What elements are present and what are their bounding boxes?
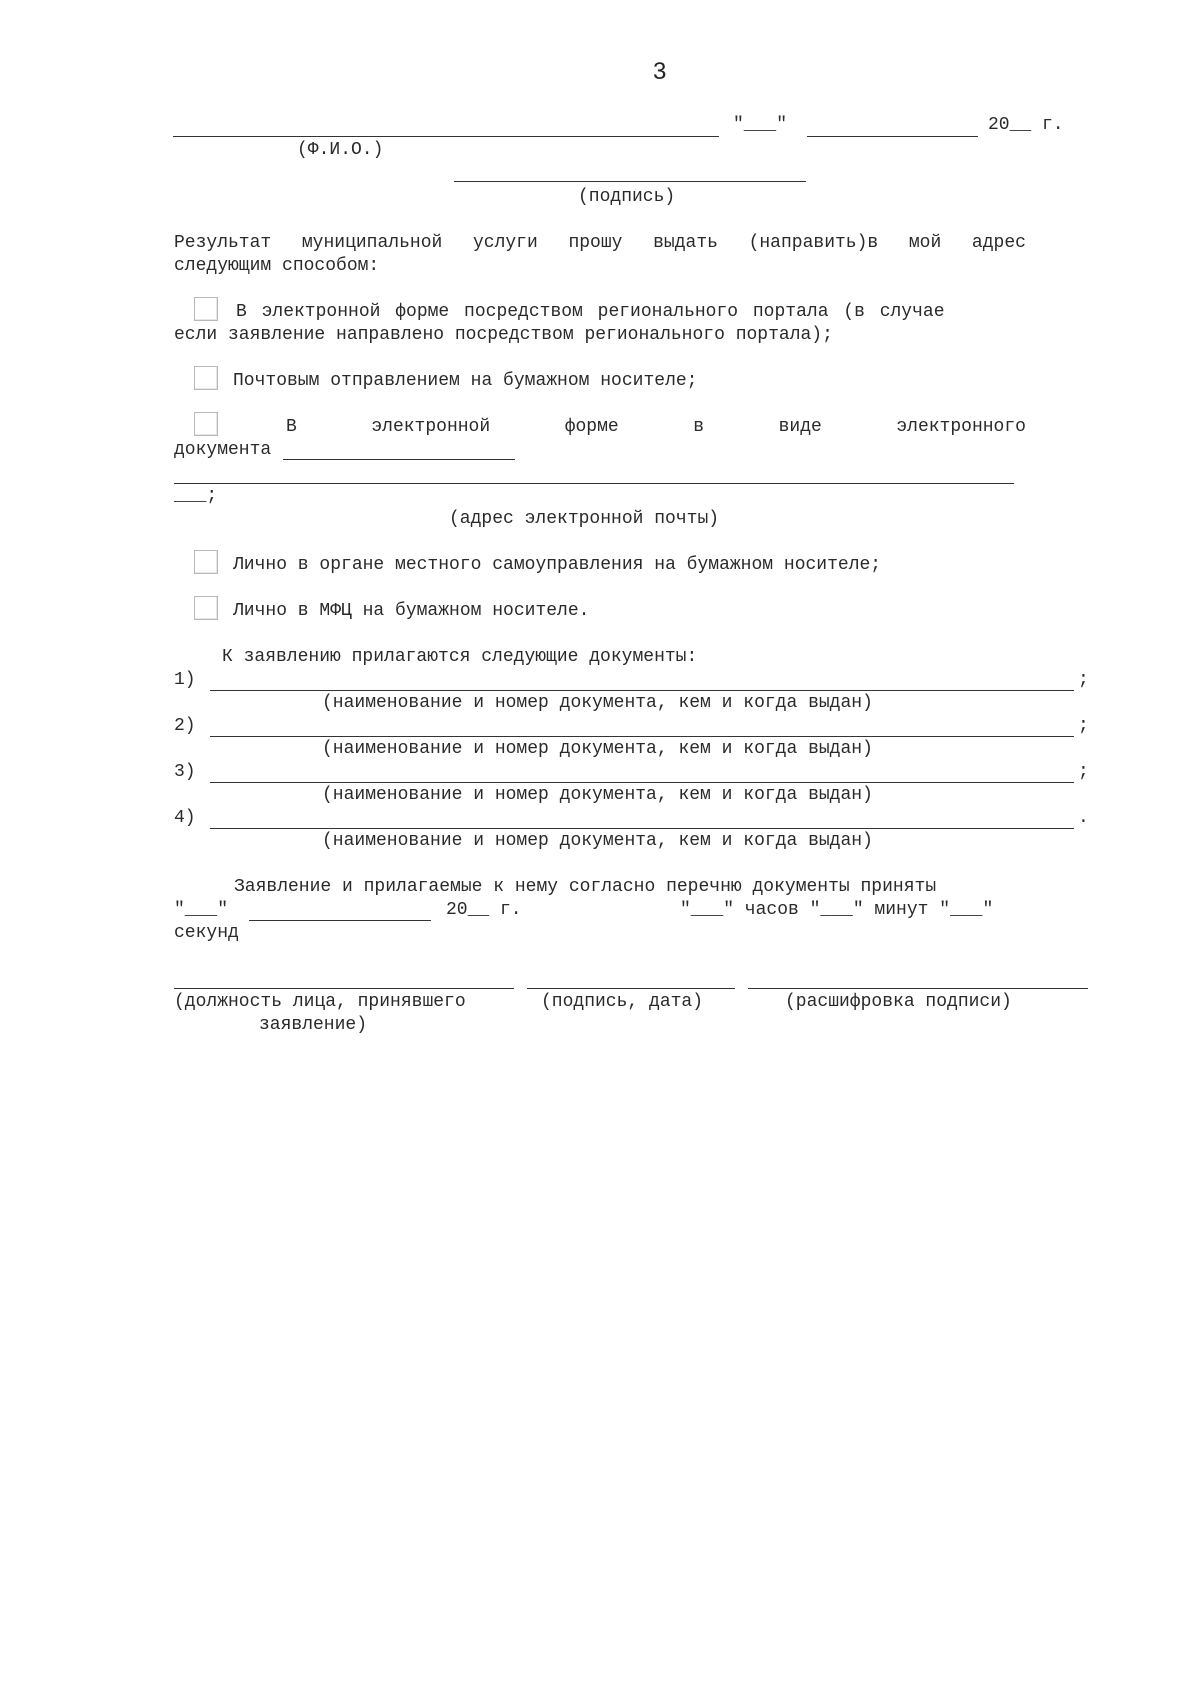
attachment-caption-2: (наименование и номер документа, кем и когда выдан) bbox=[322, 739, 873, 759]
option-mfc-label: Лично в МФЦ на бумажном носителе. bbox=[233, 601, 590, 621]
attachment-line-4[interactable] bbox=[210, 828, 1074, 829]
option-portal-checkbox[interactable] bbox=[194, 297, 218, 321]
attachment-num-1: 1) bbox=[174, 670, 196, 690]
attachment-end-3: ; bbox=[1078, 762, 1089, 782]
result-request-line2: следующим способом: bbox=[174, 256, 380, 276]
position-caption-1: (должность лица, принявшего bbox=[174, 992, 466, 1012]
header-year: 20__ г. bbox=[988, 115, 1064, 135]
option-post-checkbox[interactable] bbox=[194, 366, 218, 390]
acceptance-seconds: секунд bbox=[174, 923, 239, 943]
result-request-word: адрес bbox=[971, 233, 1026, 253]
acceptance-month-line[interactable] bbox=[249, 920, 431, 921]
attachment-caption-3: (наименование и номер документа, кем и когда выдан) bbox=[322, 785, 873, 805]
option-electronic-doc-checkbox[interactable] bbox=[194, 412, 218, 436]
result-request-word: муниципальной bbox=[301, 233, 443, 253]
header-day-quote: "___" bbox=[733, 115, 788, 135]
acceptance-time: "___" часов "___" минут "___" bbox=[680, 900, 994, 920]
option-local-gov-label: Лично в органе местного самоуправления на бумажном носителе; bbox=[233, 555, 882, 575]
option-portal-line1: В электронной форме посредством регионального портала (в случае bbox=[236, 302, 945, 322]
result-request-word: услуги bbox=[472, 233, 538, 253]
attachment-end-2: ; bbox=[1078, 716, 1089, 736]
word-3: форме bbox=[564, 417, 619, 437]
acceptance-day-quote: "___" bbox=[174, 900, 229, 920]
email-caption: (адрес электронной почты) bbox=[449, 509, 720, 529]
word-1: В bbox=[286, 417, 297, 437]
position-line[interactable] bbox=[174, 988, 514, 989]
result-request-word: мой bbox=[908, 233, 942, 253]
electronic-doc-line-a[interactable] bbox=[283, 459, 515, 460]
attachment-end-1: ; bbox=[1078, 670, 1089, 690]
position-caption-2: заявление) bbox=[259, 1015, 368, 1035]
result-request-word: (направить)в bbox=[748, 233, 879, 253]
signature-caption: (подпись) bbox=[578, 187, 676, 207]
page-number: 3 bbox=[653, 58, 667, 85]
header-month-line[interactable] bbox=[807, 136, 978, 137]
result-request-word: выдать bbox=[653, 233, 718, 253]
sign-date-caption: (подпись, дата) bbox=[541, 992, 704, 1012]
signature-line[interactable] bbox=[454, 181, 806, 182]
attachment-line-2[interactable] bbox=[210, 736, 1074, 737]
result-request-line1 bbox=[174, 232, 1026, 255]
option-post-label: Почтовым отправлением на бумажном носителе; bbox=[233, 371, 698, 391]
option-local-gov-checkbox[interactable] bbox=[194, 550, 218, 574]
option-mfc-checkbox[interactable] bbox=[194, 596, 218, 620]
decode-line[interactable] bbox=[748, 988, 1088, 989]
attachment-end-4: . bbox=[1078, 808, 1089, 828]
result-request-word: Результат bbox=[174, 233, 272, 253]
option-electronic-doc-line4: ___; bbox=[174, 486, 218, 506]
attachment-num-3: 3) bbox=[174, 762, 196, 782]
result-request-word: прошу bbox=[568, 233, 623, 253]
word-5: виде bbox=[778, 417, 822, 437]
attachment-num-4: 4) bbox=[174, 808, 196, 828]
attachment-caption-4: (наименование и номер документа, кем и когда выдан) bbox=[322, 831, 873, 851]
fio-line[interactable] bbox=[173, 136, 719, 137]
option-electronic-doc-line2: документа bbox=[174, 440, 272, 460]
attachment-caption-1: (наименование и номер документа, кем и когда выдан) bbox=[322, 693, 873, 713]
decode-caption: (расшифровка подписи) bbox=[785, 992, 1012, 1012]
electronic-doc-line-b[interactable] bbox=[174, 483, 1014, 484]
attachment-line-1[interactable] bbox=[210, 690, 1074, 691]
sign-date-line[interactable] bbox=[527, 988, 735, 989]
attachment-num-2: 2) bbox=[174, 716, 196, 736]
word-2: электронной bbox=[371, 417, 491, 437]
attachment-line-3[interactable] bbox=[210, 782, 1074, 783]
acceptance-year: 20__ г. bbox=[446, 900, 522, 920]
option-portal-line2: если заявление направлено посредством регионального портала); bbox=[174, 325, 833, 345]
word-4: в bbox=[693, 417, 705, 437]
attachments-intro: К заявлению прилагаются следующие документы: bbox=[222, 647, 698, 667]
word-6: электронного bbox=[896, 417, 1026, 437]
option-electronic-doc-line1 bbox=[286, 416, 1026, 439]
fio-caption: (Ф.И.О.) bbox=[297, 140, 384, 160]
acceptance-line1: Заявление и прилагаемые к нему согласно перечню документы приняты bbox=[234, 877, 937, 897]
